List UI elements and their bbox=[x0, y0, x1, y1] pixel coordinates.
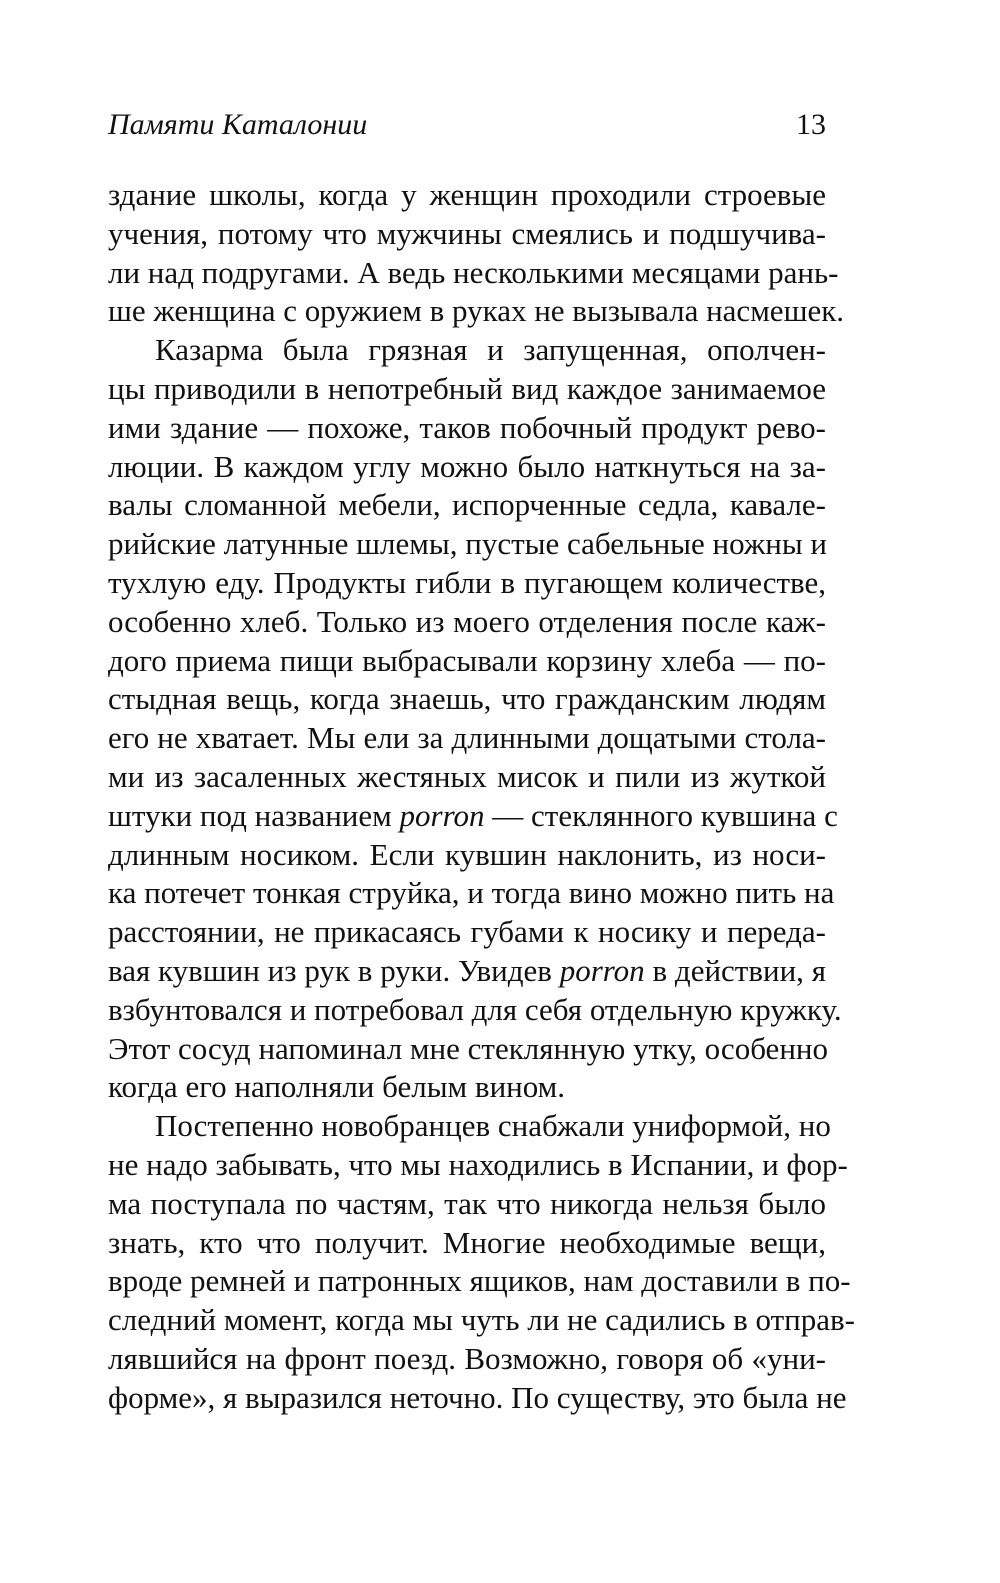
text-line bbox=[108, 1030, 826, 1069]
text-segment: когда его наполняли белым вином. bbox=[108, 1069, 566, 1105]
text-segment: цы приводили в непотребный вид каждое занимаемое bbox=[108, 370, 826, 406]
page-number: 13 bbox=[796, 108, 826, 141]
text-line bbox=[108, 836, 826, 875]
text-line bbox=[108, 448, 826, 487]
text-segment: следний момент, когда мы чуть ли не садились в отправ- bbox=[108, 1302, 855, 1338]
text-line bbox=[108, 409, 826, 448]
text-line bbox=[108, 254, 839, 293]
text-segment: вроде ремней и патронных ящиков, нам доставили в по- bbox=[108, 1263, 851, 1299]
text-segment: вая кувшин из рук в руки. Увидев bbox=[108, 952, 560, 988]
text-line bbox=[108, 913, 826, 952]
text-segment: учения, потому что мужчины смеялись и подшучива- bbox=[108, 215, 826, 251]
text-line bbox=[108, 952, 826, 991]
text-segment: не надо забывать, что мы находились в Испании, и фор- bbox=[108, 1146, 848, 1182]
text-line bbox=[108, 1107, 831, 1146]
text-line bbox=[108, 603, 826, 642]
text-line bbox=[108, 719, 826, 758]
text-segment: расстоянии, не прикасаясь губами к носику и переда- bbox=[108, 914, 826, 950]
paragraph bbox=[108, 331, 842, 1107]
book-page bbox=[108, 108, 855, 1418]
text-line bbox=[108, 215, 826, 254]
text-segment: — стеклянного кувшина с bbox=[484, 797, 838, 833]
text-segment: ми из засаленных жестяных мисок и пили из жуткой bbox=[108, 758, 826, 794]
text-segment: ка потечет тонкая струйка, и тогда вино можно пить на bbox=[108, 875, 835, 911]
text-line bbox=[108, 1068, 826, 1107]
text-line bbox=[108, 797, 838, 836]
text-line bbox=[108, 680, 826, 719]
text-segment: тухлую еду. Продукты гибли в пугающем количестве, bbox=[108, 564, 826, 600]
text-segment: форме», я выразился неточно. По существу, это была не bbox=[108, 1379, 847, 1415]
text-segment: особенно хлеб. Только из моего отделения после каж- bbox=[108, 603, 826, 639]
text-segment: рийские латунные шлемы, пустые сабельные ножны и bbox=[108, 526, 828, 562]
text-segment: ма поступала по частям, так что никогда нельзя было bbox=[108, 1185, 826, 1221]
text-segment: лявшийся на фронт поезд. Возможно, говоря об «уни- bbox=[108, 1340, 826, 1376]
text-line bbox=[108, 874, 835, 913]
italic-term: porron bbox=[399, 797, 485, 833]
body-text bbox=[108, 176, 855, 1418]
text-line bbox=[108, 564, 826, 603]
text-line bbox=[108, 331, 826, 370]
text-segment: Казарма была грязная и запущенная, ополчен- bbox=[155, 332, 826, 368]
text-segment: стыдная вещь, когда знаешь, что гражданским людям bbox=[108, 681, 826, 717]
text-line bbox=[108, 292, 845, 331]
text-segment: знать, кто что получит. Многие необходимые вещи, bbox=[108, 1224, 826, 1260]
text-line bbox=[108, 1262, 851, 1301]
text-segment: Этот сосуд напоминал мне стеклянную утку, особенно bbox=[108, 1030, 828, 1066]
text-segment: Постепенно новобранцев снабжали униформой, но bbox=[155, 1108, 831, 1144]
text-line bbox=[108, 642, 826, 681]
text-segment: ше женщина с оружием в руках не вызывала насмешек. bbox=[108, 293, 845, 329]
text-segment: штуки под названием bbox=[108, 797, 400, 833]
text-segment: длинным носиком. Если кувшин наклонить, из носи- bbox=[108, 836, 826, 872]
paragraph bbox=[108, 1107, 855, 1417]
text-segment: его не хватает. Мы ели за длинными дощатыми стола- bbox=[108, 720, 826, 756]
text-segment: взбунтовался и потребовал для себя отдельную кружку. bbox=[108, 991, 842, 1027]
paragraph bbox=[108, 176, 845, 331]
text-segment: люции. В каждом углу можно было наткнуться на за- bbox=[108, 448, 826, 484]
text-line bbox=[108, 1301, 855, 1340]
text-segment: ими здание — похоже, таков побочный продукт рево- bbox=[108, 409, 826, 445]
text-segment: здание школы, когда у женщин проходили строевые bbox=[108, 177, 826, 212]
text-line bbox=[108, 1224, 826, 1263]
text-segment: валы сломанной мебели, испорченные седла, кавале- bbox=[108, 487, 826, 523]
text-line bbox=[108, 758, 826, 797]
text-line bbox=[108, 486, 826, 525]
text-line bbox=[108, 1185, 826, 1224]
text-line bbox=[108, 176, 826, 215]
text-line bbox=[108, 1146, 848, 1185]
text-segment: в действии, я bbox=[644, 952, 826, 988]
text-line bbox=[108, 1340, 826, 1379]
text-line bbox=[108, 991, 842, 1030]
running-title: Памяти Каталонии bbox=[108, 108, 368, 141]
text-line bbox=[108, 525, 826, 564]
text-segment: ли над подругами. А ведь несколькими месяцами рань- bbox=[108, 254, 839, 290]
text-line bbox=[108, 1379, 847, 1418]
text-line bbox=[108, 370, 826, 409]
page-header bbox=[108, 108, 826, 164]
italic-term: porron bbox=[559, 952, 645, 988]
text-segment: дого приема пищи выбрасывали корзину хлеба — по- bbox=[108, 642, 826, 678]
